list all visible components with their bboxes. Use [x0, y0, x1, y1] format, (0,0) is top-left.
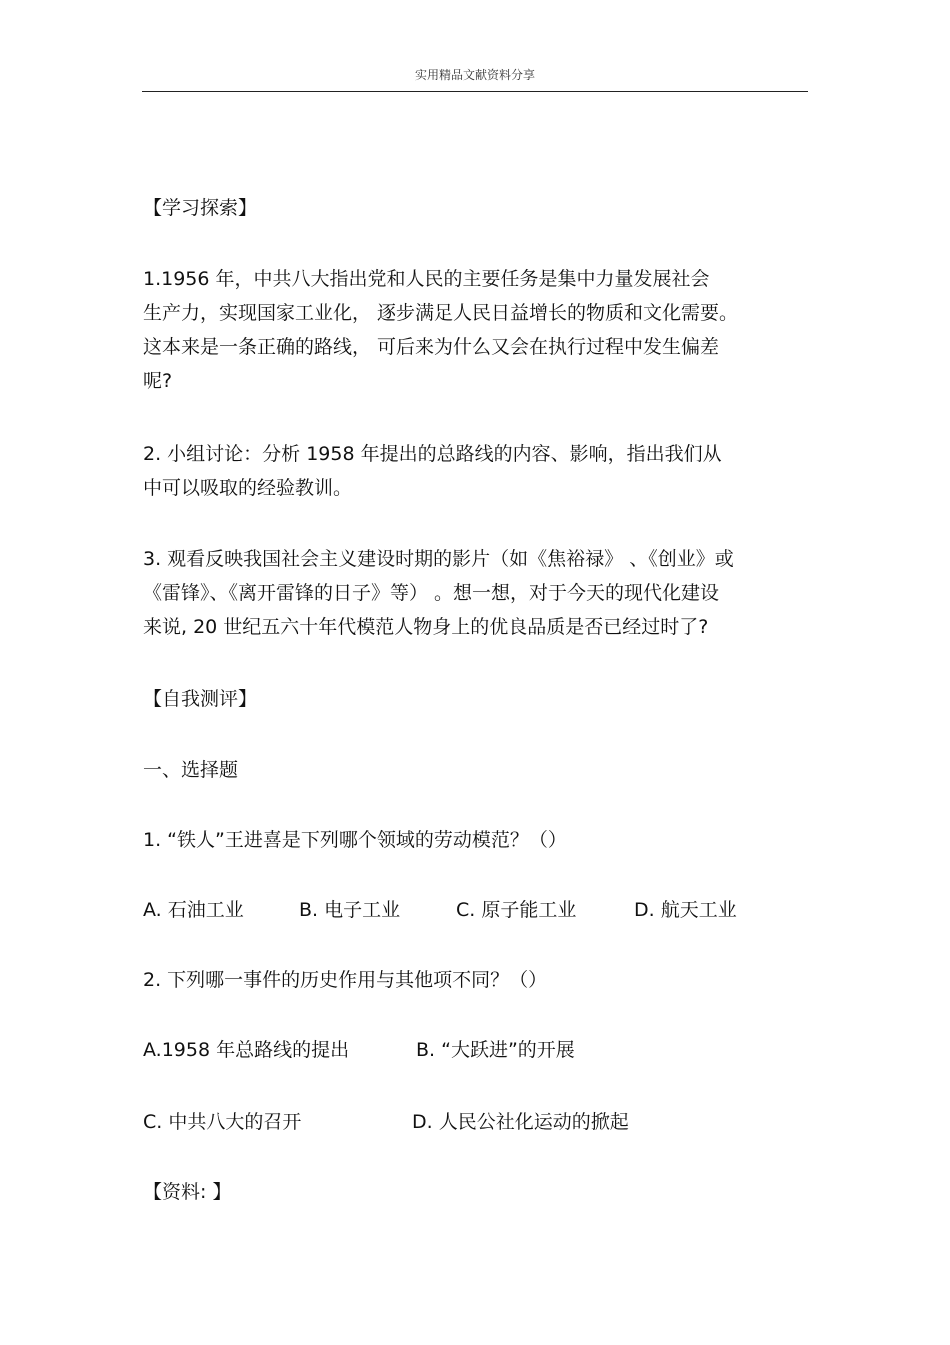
study-item-2-line: 2. 小组讨论：分析 1958 年提出的总路线的内容、影响，指出我们从: [143, 443, 722, 465]
question-1-option-b: B. 电子工业: [299, 899, 401, 921]
question-2-option-b: B. “大跃进”的开展: [416, 1039, 575, 1061]
study-item-1-line: 1.1956 年，中共八大指出党和人民的主要任务是集中力量发展社会: [143, 268, 710, 290]
choice-heading: 一、选择题: [143, 759, 239, 781]
section-heading-study: 【学习探索】: [143, 197, 258, 219]
question-2-options-row-1: [143, 1033, 823, 1067]
question-1-option-c: C. 原子能工业: [456, 899, 577, 921]
question-2-stem: 2. 下列哪一事件的历史作用与其他项不同？（）: [143, 969, 548, 991]
study-item-3-line: 来说, 20 世纪五六十年代模范人物身上的优良品质是否已经过时了?: [143, 616, 709, 638]
question-1-stem: 1. “铁人”王进喜是下列哪个领域的劳动模范？（）: [143, 829, 567, 851]
question-2-option-d: D. 人民公社化运动的掀起: [412, 1111, 629, 1133]
study-item-1-line: 呢?: [143, 370, 173, 392]
section-heading-material: 【资料: 】: [143, 1181, 232, 1203]
question-2-option-c: C. 中共八大的召开: [143, 1111, 302, 1133]
question-2-option-a: A.1958 年总路线的提出: [143, 1039, 350, 1061]
study-item-3-line: 3. 观看反映我国社会主义建设时期的影片（如《焦裕禄》 、《创业》或: [143, 548, 734, 570]
study-item-3-line: 《雷锋》、《离开雷锋的日子》等） 。想一想，对于今天的现代化建设: [143, 582, 720, 604]
question-1-options: [143, 893, 823, 927]
section-heading-selftest: 【自我测评】: [143, 688, 258, 710]
page-header: 实用精品文献资料分享: [414, 68, 535, 82]
question-1-option-d: D. 航天工业: [634, 899, 737, 921]
study-item-1-line: 生产力，实现国家工业化， 逐步满足人民日益增长的物质和文化需要。: [143, 302, 739, 324]
study-item-2-line: 中可以吸取的经验教训。: [143, 477, 353, 499]
study-item-1-line: 这本来是一条正确的路线， 可后来为什么又会在执行过程中发生偏差: [143, 336, 720, 358]
question-2-options-row-2: [143, 1105, 823, 1139]
header-rule: [142, 91, 808, 92]
question-1-option-a: A. 石油工业: [143, 899, 244, 921]
